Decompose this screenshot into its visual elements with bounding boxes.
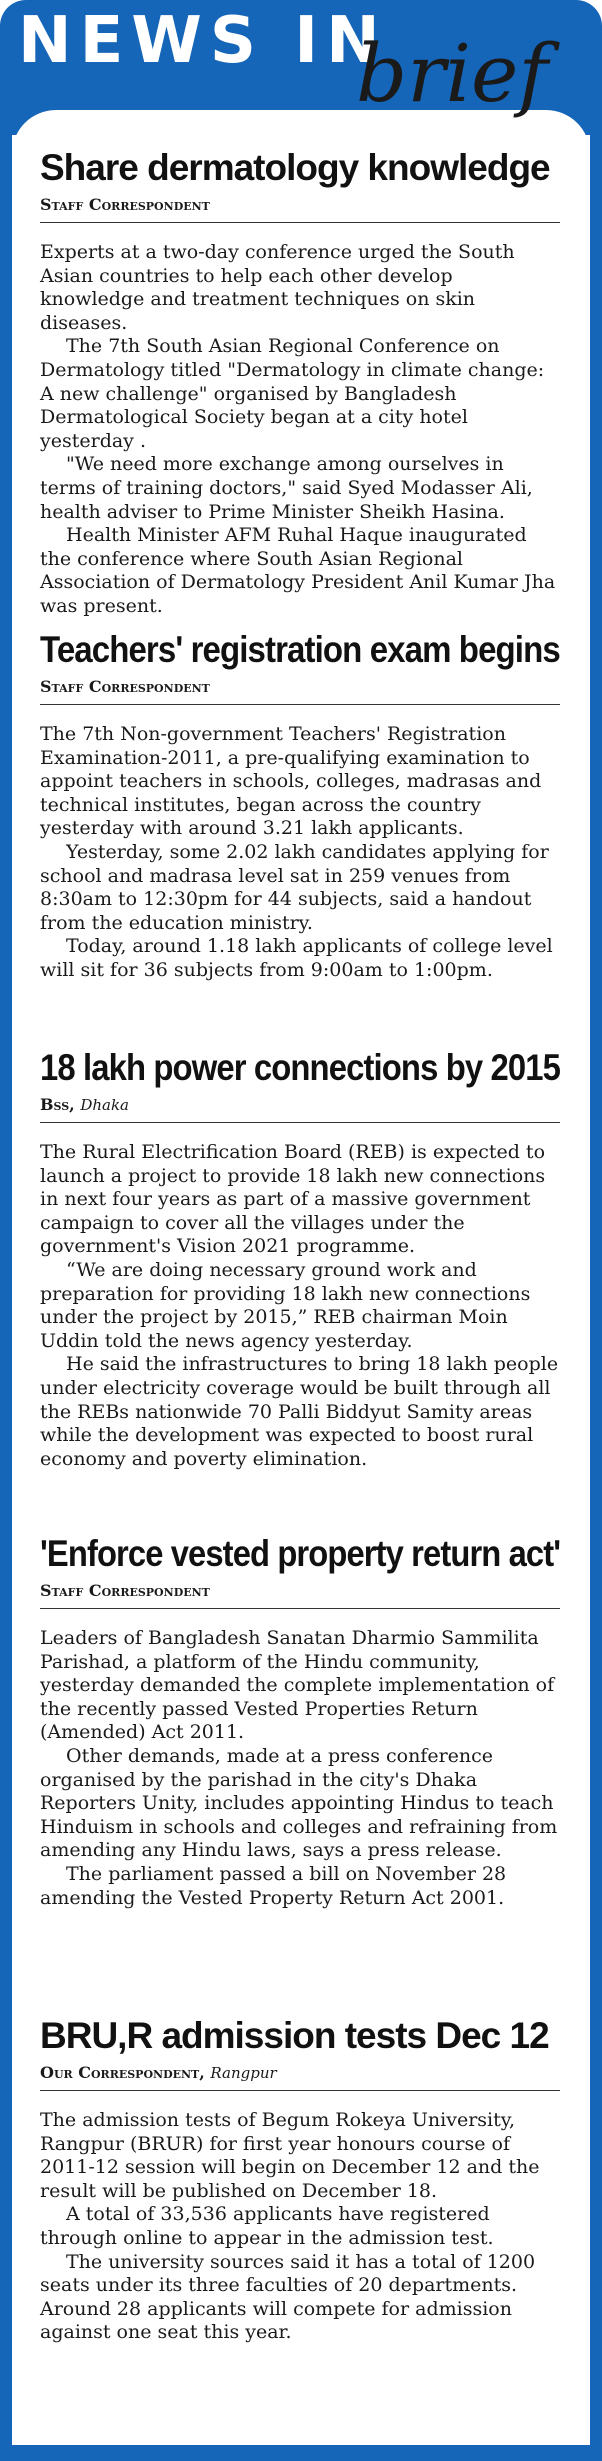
article-paragraph: Today, around 1.18 lakh applicants of college level will sit for 36 subjects from 9:00am to 1:00pm. xyxy=(40,935,553,981)
article-headline: Teachers' registration exam begins xyxy=(40,629,560,670)
article-paragraph: The Rural Electrification Board (REB) is expected to launch a project to provide 18 lakh new connections in next four years as part of a massive government campaign to cover all the villages under the government's Vision 2021 programme. xyxy=(40,1141,546,1258)
article-power-connections xyxy=(40,1046,560,1471)
article-paragraph: The admission tests of Begum Rokeya University, Rangpur (BRUR) for first year honours course of 2011-12 session will begin on December 12 and the result will be published on December 18. xyxy=(40,2109,540,2202)
article-paragraph: A total of 33,536 applicants have registered through online to appear in the admission test. xyxy=(40,2203,494,2249)
byline-source: Staff Correspondent xyxy=(40,1581,210,1600)
article-paragraph: Leaders of Bangladesh Sanatan Dharmio Sammilita Parishad, a platform of the Hindu community, yesterday demanded the complete implementation of the recently passed Vested Properties Return (Amended) Act 2011. xyxy=(40,1627,555,1744)
article-body xyxy=(40,723,560,983)
article-paragraph: The 7th South Asian Regional Conference on Dermatology titled "Dermatology in climate change: A new challenge" organised by Bangladesh Dermatological Society began at a city hotel yesterday . xyxy=(40,335,545,452)
article-paragraph: The university sources said it has a total of 1200 seats under its three faculties of 20 departments. Around 28 applicants will compete for admission against one seat this year. xyxy=(40,2250,536,2344)
frame-border-bottom xyxy=(0,2445,602,2461)
article-body xyxy=(40,1627,560,1910)
article-paragraph: "We need more exchange among ourselves in terms of training doctors," said Syed Modasser Ali, health adviser to Prime Minister Sheikh Hasina. xyxy=(40,453,533,523)
byline-source: Our Correspondent, xyxy=(40,2063,205,2082)
article-headline: 'Enforce vested property return act' xyxy=(40,1533,561,1574)
article-body xyxy=(40,241,560,619)
article-paragraph: He said the infrastructures to bring 18 lakh people under electricity coverage would be built through all the REBs nationwide 70 Palli Biddyut Samity areas while the development was expected to boost rural economy and poverty elimination. xyxy=(40,1353,559,1470)
article-headline: Share dermatology knowledge xyxy=(40,147,550,188)
article-body xyxy=(40,1141,560,1471)
article-byline xyxy=(40,2062,560,2091)
byline-source: Staff Correspondent xyxy=(40,195,210,214)
article-headline: 18 lakh power connections by 2015 xyxy=(40,1047,560,1088)
article-byline xyxy=(40,1094,560,1123)
article-body xyxy=(40,2109,560,2345)
article-paragraph: The parliament passed a bill on November 28 amending the Vested Property Return Act 2001. xyxy=(40,1862,507,1909)
article-paragraph: Other demands, made at a press conference organised by the parishad in the city's Dhaka Reporters Unity, includes appointing Hindus to teach Hinduism in schools and colleges and refraining from amending any Hindu laws, says a press release. xyxy=(40,1744,558,1862)
article-vested-property xyxy=(40,1532,560,1910)
byline-place: Rangpur xyxy=(210,2064,277,2082)
article-teachers-exam xyxy=(40,628,560,983)
article-paragraph: Yesterday, some 2.02 lakh candidates applying for school and madrasa level sat in 259 venues from 8:30am to 12:30pm for 44 subjects, said a handout from the education ministry. xyxy=(40,840,549,934)
article-dermatology xyxy=(40,146,560,619)
article-brur-admission xyxy=(40,2014,560,2345)
article-paragraph: “We are doing necessary ground work and preparation for providing 18 lakh new connections under the project by 2015,” REB chairman Moin Uddin told the news agency yesterday. xyxy=(40,1258,531,1352)
article-paragraph: Health Minister AFM Ruhal Haque inaugurated the conference where South Asian Regional Association of Dermatology President Anil Kumar Jha was present. xyxy=(40,524,556,617)
byline-place: Dhaka xyxy=(80,1096,129,1114)
article-headline: BRU,R admission tests Dec 12 xyxy=(40,2015,549,2056)
article-paragraph: The 7th Non-government Teachers' Registration Examination-2011, a pre-qualifying examination to appoint teachers in schools, colleges, madrasas and technical institutes, began across the country yesterday with around 3.21 lakh applicants. xyxy=(40,723,542,840)
masthead-title: NEWS IN xyxy=(18,4,388,78)
article-byline xyxy=(40,194,560,223)
frame-border-right xyxy=(590,110,602,2461)
article-byline xyxy=(40,676,560,705)
byline-source: Bss, xyxy=(40,1095,75,1114)
masthead-subtitle: brief xyxy=(356,27,548,120)
article-paragraph: Experts at a two-day conference urged the South Asian countries to help each other develop knowledge and treatment techniques on skin diseases. xyxy=(40,241,515,334)
byline-source: Staff Correspondent xyxy=(40,677,210,696)
article-byline xyxy=(40,1580,560,1609)
frame-border-left xyxy=(0,110,12,2461)
